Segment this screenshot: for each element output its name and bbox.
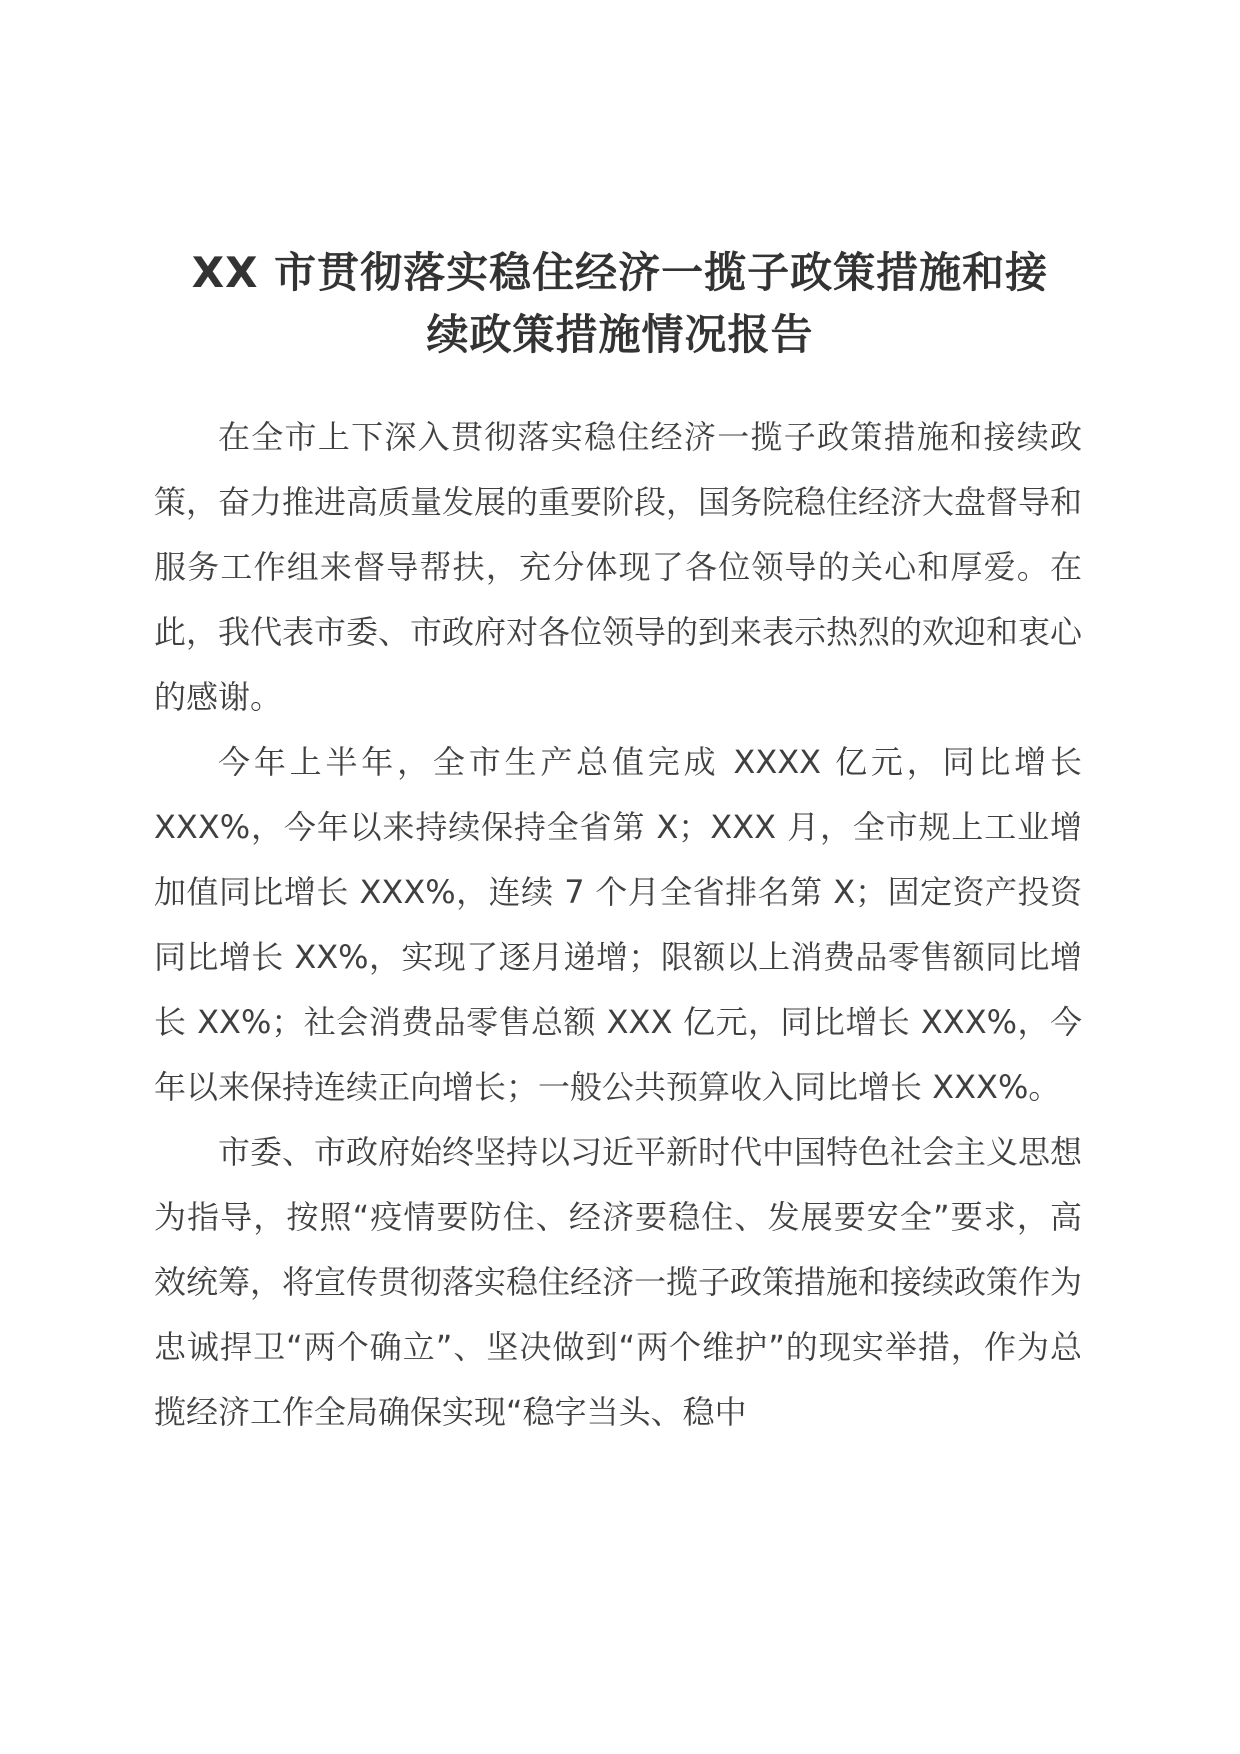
document-body	[154, 405, 1082, 1445]
title-line-2: 续政策措施情况报告	[426, 310, 814, 359]
document-title	[150, 242, 1090, 366]
paragraph-3: 市委、市政府始终坚持以习近平新时代中国特色社会主义思想为指导，按照“疫情要防住、经济要稳住、发展要安全”要求，高效统筹，将宣传贯彻落实稳住经济一揽子政策措施和接续政策作为忠诚捍卫“两个确立”、坚决做到“两个维护”的现实举措，作为总揽经济工作全局确保实现“稳字当头、稳中	[154, 1133, 1083, 1431]
paragraph-1: 在全市上下深入贯彻落实稳住经济一揽子政策措施和接续政策，奋力推进高质量发展的重要阶段，国务院稳住经济大盘督导和服务工作组来督导帮扶，充分体现了各位领导的关心和厚爱。在此，我代表市委、市政府对各位领导的到来表示热烈的欢迎和衷心的感谢。	[154, 418, 1083, 716]
title-line-1: XX 市贯彻落实稳住经济一揽子政策措施和接	[191, 248, 1049, 297]
paragraph-2: 今年上半年，全市生产总值完成 XXXX 亿元，同比增长 XXX%，今年以来持续保持全省第 X；XXX 月，全市规上工业增加值同比增长 XXX%，连续 7 个月全省排名第 X；固定资产投资同比增长 XX%，实现了逐月递增；限额以上消费品零售额同比增长 XX%；社会消费品零售总额 XXX 亿元，同比增长 XXX%，今年以来保持连续正向增长；一般公共预算收入同比增长 XXX%。	[154, 743, 1082, 1106]
